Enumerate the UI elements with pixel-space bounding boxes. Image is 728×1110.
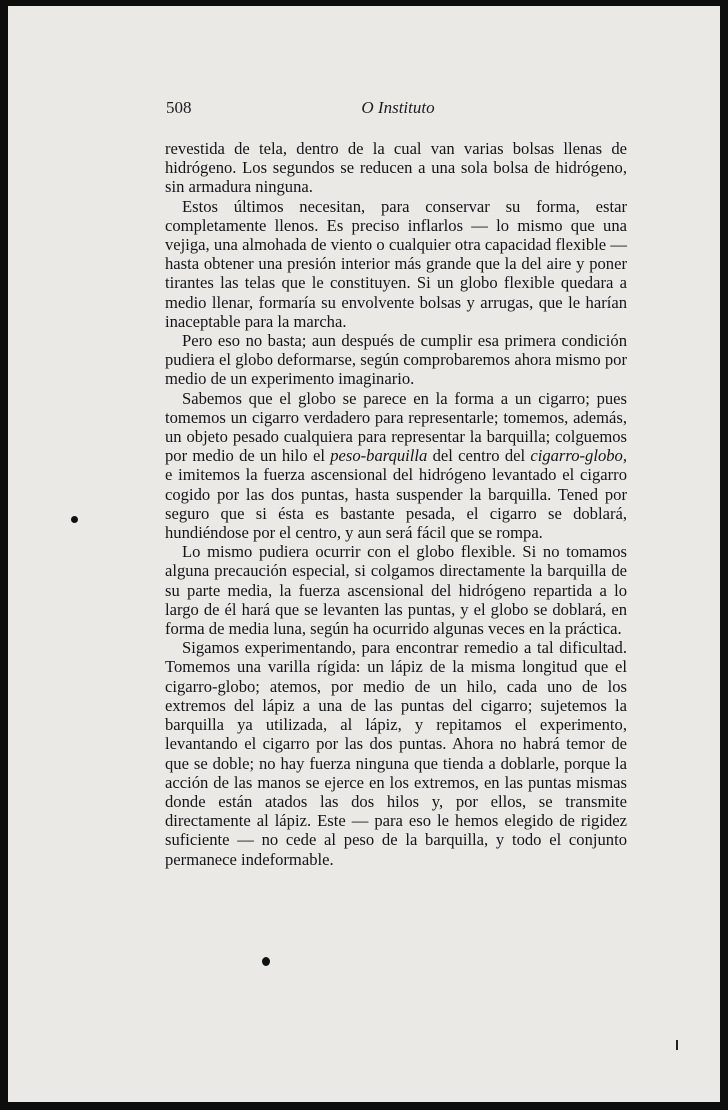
scanned-page <box>8 6 720 1102</box>
paragraph-5: Lo mismo pudiera ocurrir con el globo flexible. Si no tomamos alguna precaución especial, si colgamos directamente la barquilla de su parte media, la fuerza ascensional del hidrógeno repartida a lo largo de él hará que se levanten las puntas, y el globo se doblará, en forma de media luna, según ha ocurrido algunas veces en la práctica. <box>165 542 627 639</box>
paragraph-2: Estos últimos necesitan, para conservar su forma, estar completamente llenos. Es preciso inflarlos — lo mismo que una vejiga, una almohada de viento o cualquier otra capacidad flexible — hasta obtener una presión interior más grande que la del aire y poner tirantes las telas que le constituyen. Si un globo flexible quedara a medio llenar, formaría su envolvente bolsas y arrugas, que le harían inaceptable para la marcha. <box>165 196 627 331</box>
body-text <box>165 139 627 869</box>
paragraph-4-text-c: e imitemos la fuerza ascensional del hidrógeno levantado el cigarro cogido por las dos puntas, hasta suspender la barquilla. Tened por seguro que si ésta es bastante pesada, el cigarro se doblará, hundiéndose por el centro, y aun será fácil que se rompa. <box>165 465 627 543</box>
scan-mark <box>676 1040 678 1050</box>
paragraph-1: revestida de tela, dentro de la cual van varias bolsas llenas de hidrógeno. Los segundos se reducen a una sola bolsa de hidrógeno, sin armadura ninguna. <box>165 139 627 197</box>
paragraph-4-text-a: Sabemos que el globo se parece en la forma a un cigarro; pues tomemos un cigarro verdadero para representarle; tomemos, además, un objeto pesado cualquiera para representar la barquilla; colguemos por medio de un hilo el <box>165 388 627 466</box>
paragraph-4 <box>165 389 627 543</box>
paragraph-4-italic-peso-barquilla: peso-barquilla <box>330 446 428 466</box>
paragraph-6: Sigamos experimentando, para encontrar remedio a tal dificultad. Tomemos una varilla rígida: un lápiz de la misma longitud que el cigarro-globo; atemos, por medio de un hilo, cada uno de los extremos del lápiz a una de las puntas del cigarro; sujetemos la barquilla ya utilizada, al lápiz, y repitamos el experimento, levantando el cigarro por las dos puntas. Ahora no habrá temor de que se doble; no hay fuerza ninguna que tienda a doblarle, porque la acción de las manos se ejerce en los extremos, en las puntas mismas donde están atados las dos hilos y, por ellos, se transmite directamente al lápiz. Este — para eso le hemos elegido de rigidez suficiente — no cede al peso de la barquilla, y todo el conjunto permanece indeformable. <box>165 638 627 869</box>
page-number: 508 <box>166 98 192 117</box>
page-header <box>166 98 630 124</box>
ink-speck <box>71 516 78 523</box>
ink-speck <box>262 957 270 966</box>
paragraph-4-text-b: del centro del <box>427 446 531 466</box>
paragraph-3: Pero eso no basta; aun después de cumplir esa primera condición pudiera el globo deformarse, según comprobaremos ahora mismo por medio de un experimento imaginario. <box>165 331 627 389</box>
running-title: O Instituto <box>361 98 435 117</box>
paragraph-4-italic-cigarro-globo: cigarro-globo, <box>530 446 627 466</box>
